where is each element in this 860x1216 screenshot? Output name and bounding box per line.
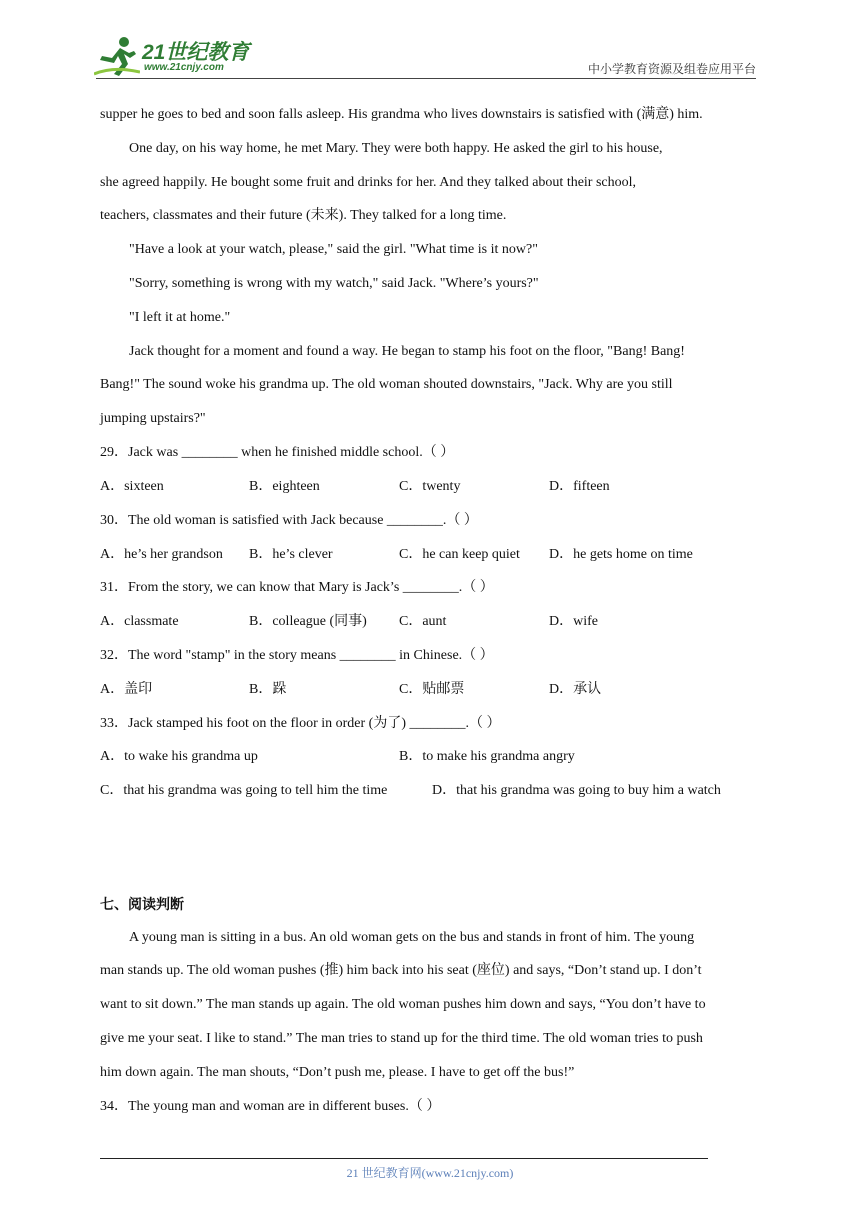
q30-option-d[interactable]: D．he gets home on time — [549, 547, 693, 562]
q30-option-a[interactable]: A．he’s her grandson — [100, 547, 223, 562]
section7-passage-line: A young man is sitting in a bus. An old woman gets on the bus and stands in front of him. The young — [129, 930, 695, 945]
question-31-stem: 31．From the story, we can know that Mary is Jack’s ________.（ ） — [100, 580, 494, 595]
header-divider — [96, 78, 756, 79]
question-32-stem: 32．The word "stamp" in the story means ________ in Chinese.（ ） — [100, 648, 494, 663]
q33-option-b[interactable]: B．to make his grandma angry — [399, 749, 575, 764]
q32-option-a[interactable]: A．盖印 — [100, 682, 153, 697]
q33-option-d[interactable]: D．that his grandma was going to buy him a watch — [432, 783, 721, 798]
logo-brand-text: 21世纪教育 — [142, 41, 250, 64]
question-34-stem: 34．The young man and woman are in different buses.（ ） — [100, 1099, 441, 1114]
passage-line: Jack thought for a moment and found a way. He began to stamp his foot on the floor, "Bang! Bang! — [129, 344, 685, 359]
passage-line: supper he goes to bed and soon falls asleep. His grandma who lives downstairs is satisfied with (满意) him. — [100, 107, 703, 122]
logo-url-text: www.21cnjy.com — [144, 62, 224, 73]
q32-option-c[interactable]: C．贴邮票 — [399, 682, 465, 697]
q31-option-a[interactable]: A．classmate — [100, 614, 179, 629]
q33-option-a[interactable]: A．to wake his grandma up — [100, 749, 258, 764]
q30-option-c[interactable]: C．he can keep quiet — [399, 547, 520, 562]
q32-option-b[interactable]: B．跺 — [249, 682, 287, 697]
q32-option-d[interactable]: D．承认 — [549, 682, 602, 697]
section-7-title: 七、阅读判断 — [100, 897, 184, 913]
q31-option-b[interactable]: B．colleague (同事) — [249, 614, 367, 629]
footer-divider — [100, 1158, 708, 1159]
section7-passage-line: man stands up. The old woman pushes (推) him back into his seat (座位) and says, “Don’t stand up. I don’t — [100, 963, 702, 978]
question-29-stem: 29．Jack was ________ when he finished middle school.（ ） — [100, 445, 455, 460]
passage-line: she agreed happily. He bought some fruit and drinks for her. And they talked about their school, — [100, 175, 637, 190]
q29-option-c[interactable]: C．twenty — [399, 479, 461, 494]
q29-option-b[interactable]: B．eighteen — [249, 479, 320, 494]
q31-option-c[interactable]: C．aunt — [399, 614, 447, 629]
section7-passage-line: want to sit down.” The man stands up again. The old woman pushes him down and says, “You don’t have to — [100, 997, 706, 1012]
q31-option-d[interactable]: D．wife — [549, 614, 598, 629]
passage-line: One day, on his way home, he met Mary. They were both happy. He asked the girl to his house, — [129, 141, 663, 156]
question-30-stem: 30．The old woman is satisfied with Jack because ________.（ ） — [100, 513, 478, 528]
page-header — [0, 0, 860, 80]
section7-passage-line: give me your seat. I like to stand.” The man tries to stand up for the third time. The old woman tries to push — [100, 1031, 703, 1046]
header-platform-text: 中小学教育资源及组卷应用平台 — [587, 62, 756, 76]
site-logo — [94, 36, 264, 78]
question-33-stem: 33．Jack stamped his foot on the floor in order (为了) ________.（ ） — [100, 716, 501, 731]
runner-logo-icon — [94, 36, 140, 78]
q33-option-c[interactable]: C．that his grandma was going to tell him the time — [100, 783, 388, 798]
passage-line: teachers, classmates and their future (未来). They talked for a long time. — [100, 208, 507, 223]
q29-option-d[interactable]: D．fifteen — [549, 479, 610, 494]
q30-option-b[interactable]: B．he’s clever — [249, 547, 333, 562]
section7-passage-line: him down again. The man shouts, “Don’t push me, please. I have to get off the bus!” — [100, 1065, 575, 1080]
passage-line: jumping upstairs?" — [100, 411, 206, 426]
passage-line: Bang!" The sound woke his grandma up. The old woman shouted downstairs, "Jack. Why are you still — [100, 377, 673, 392]
passage-line: "Have a look at your watch, please," said the girl. "What time is it now?" — [129, 242, 538, 257]
passage-line: "Sorry, something is wrong with my watch," said Jack. "Where’s yours?" — [129, 276, 539, 291]
q29-option-a[interactable]: A．sixteen — [100, 479, 164, 494]
footer-site-link[interactable]: 21 世纪教育网(www.21cnjy.com) — [346, 1166, 514, 1180]
passage-line: "I left it at home." — [129, 310, 231, 325]
